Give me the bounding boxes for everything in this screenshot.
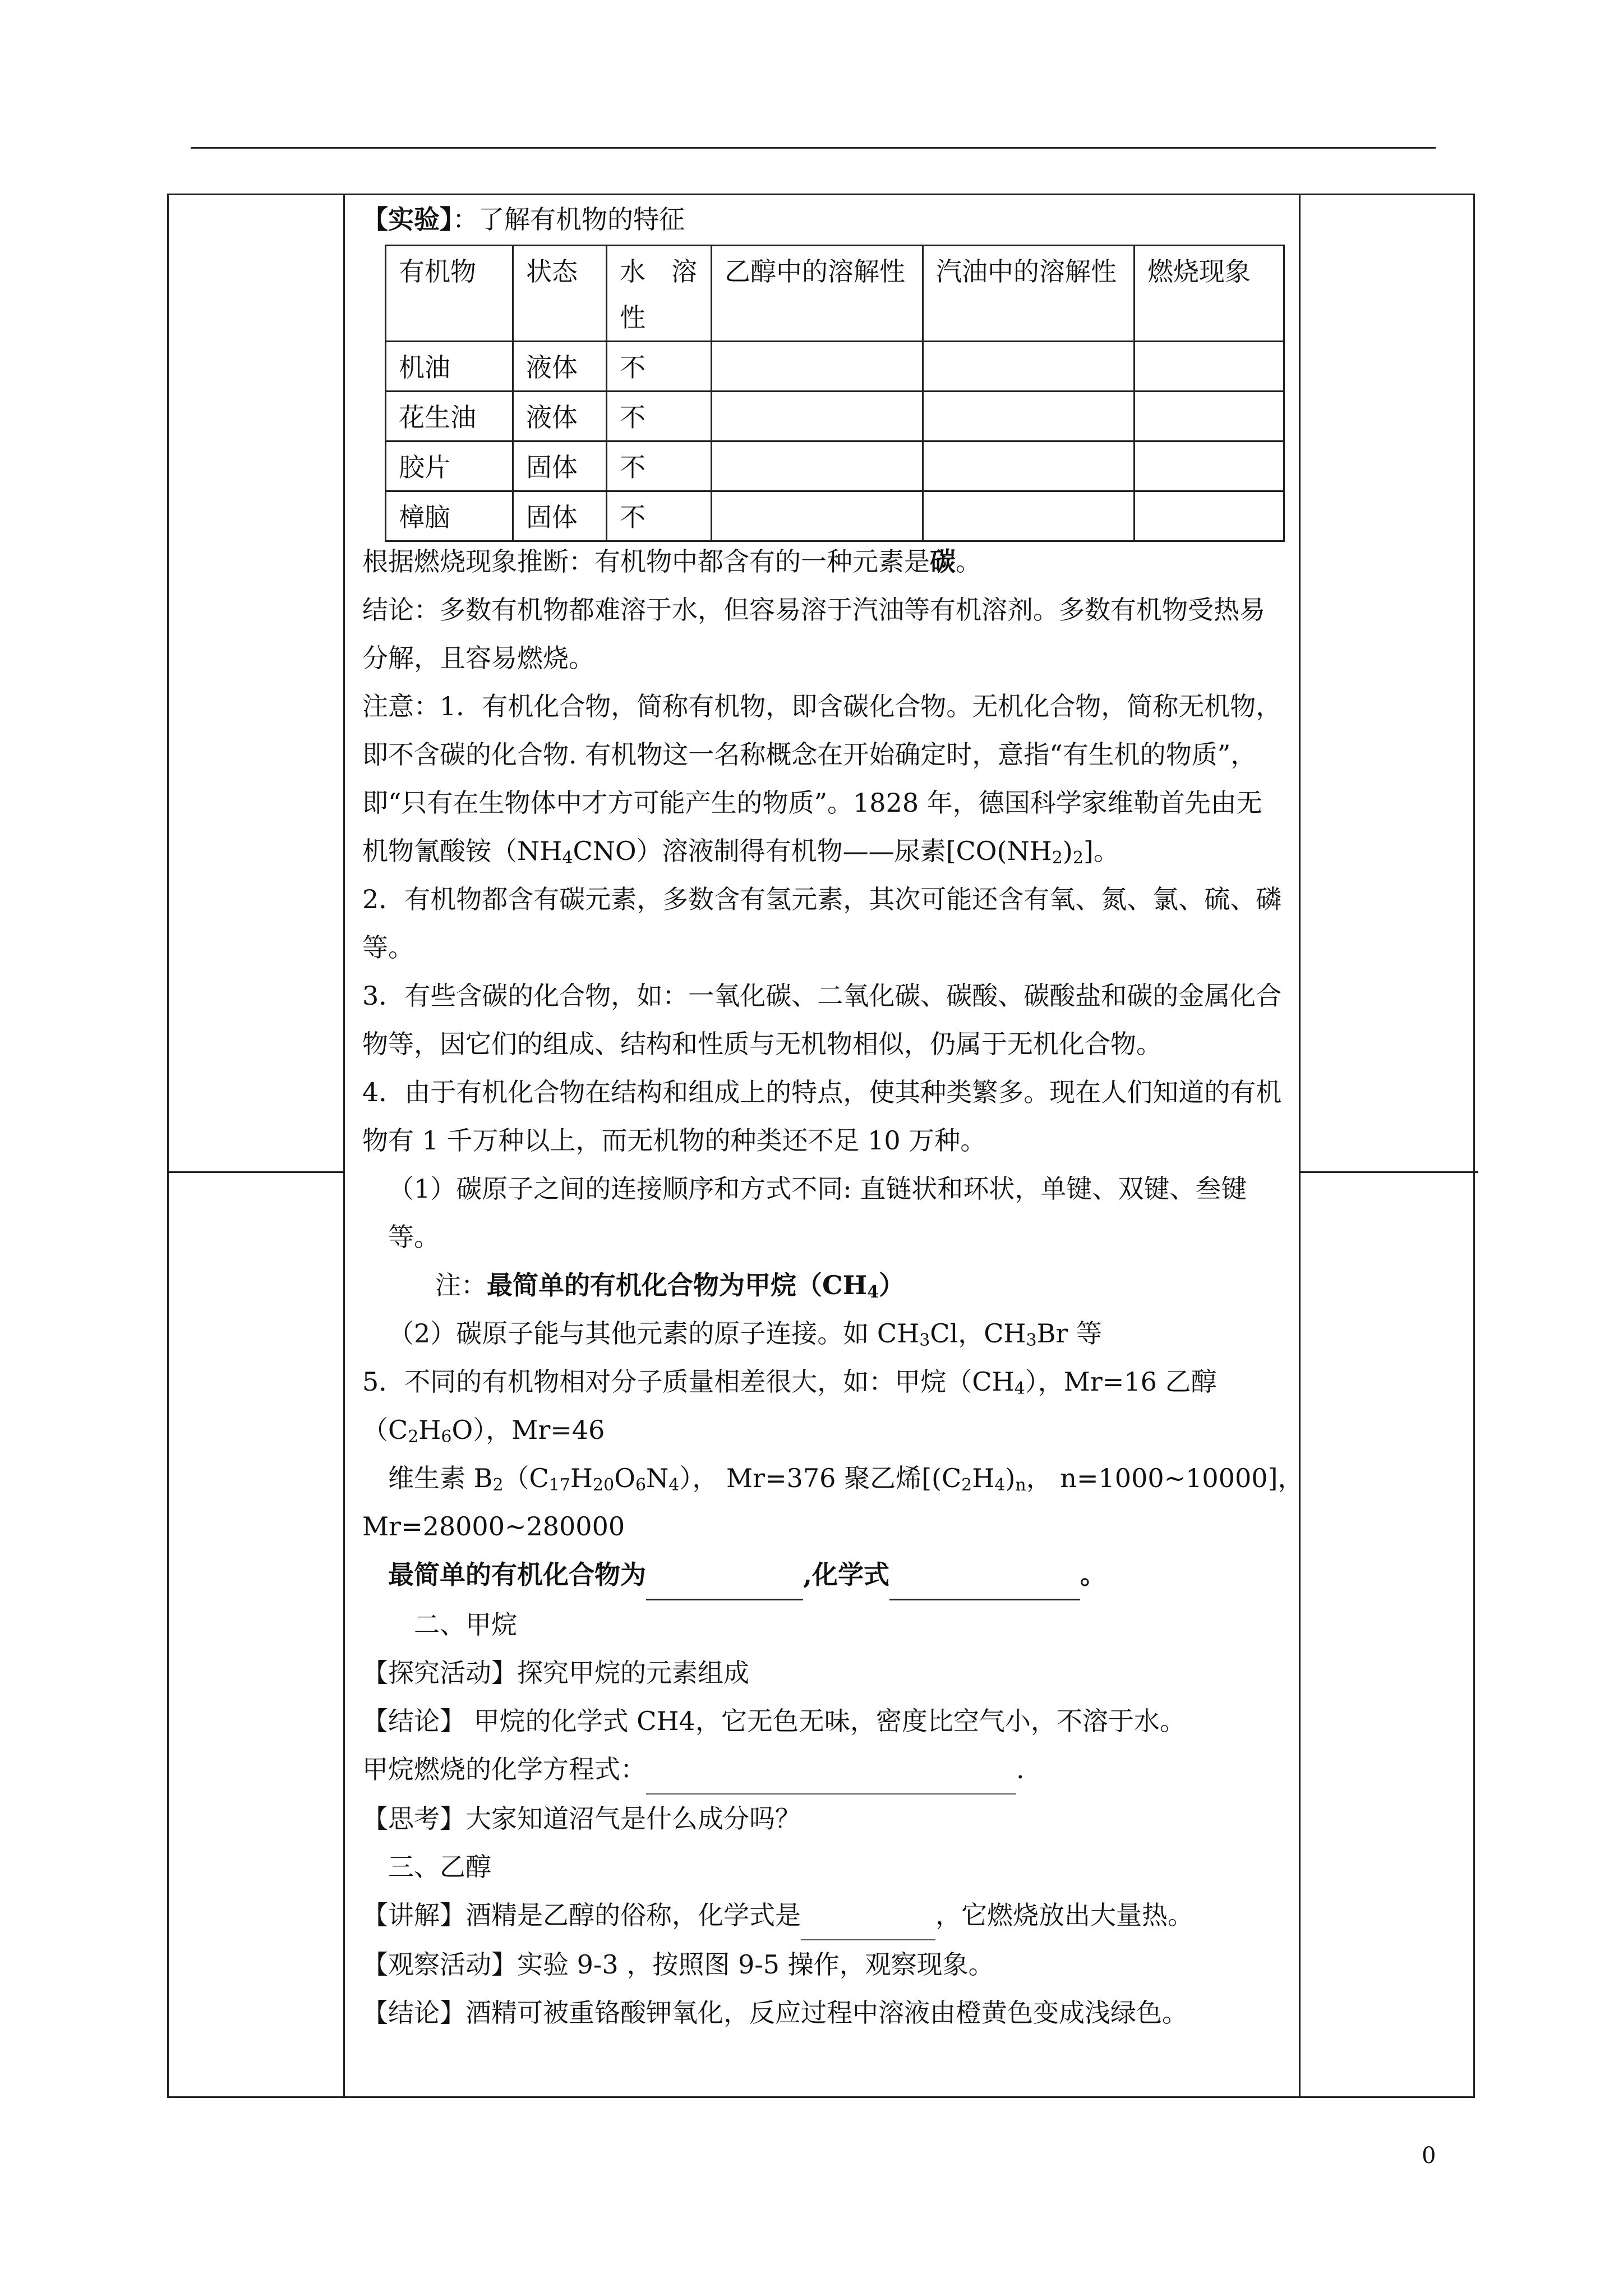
vitamin-line: 维生素 $B_2(C_{17}H_{20}O_6N_4)$， Mr=376 聚乙烯[$(C_2H_4)_n$， n=1000~10000]， (388, 1463, 1304, 1495)
right-cell-divider (1299, 1171, 1478, 1173)
column-divider-left (343, 195, 345, 2096)
experiment-heading: 【实验】：了解有机物的特征 (362, 204, 685, 234)
note-4-paragraph: 4．由于有机化合物在结构和组成上的特点，使其种类繁多。现在人们知道的有机物有 1 千万种以上，而无机物的种类还不足 10 万种。 (362, 1077, 1282, 1156)
header-cell: 乙醇中的溶解性 (712, 246, 923, 342)
combustion-equation-line: 甲烷燃烧的化学方程式： . (362, 1745, 1288, 1795)
header-cell: 状态 (513, 246, 607, 342)
header-rule (191, 147, 1436, 149)
table-row (386, 392, 1284, 441)
point-2-line: （2）碳原子能与其他元素的原子连接。如 $CH_3Cl$，$CH_3Br$ 等 (388, 1318, 1103, 1350)
table-row (386, 342, 1284, 392)
table-cell (923, 441, 1135, 491)
ethanol-mass-line: $(C_2H_6O)$，Mr=46 (362, 1415, 605, 1447)
table-cell (712, 392, 923, 441)
left-cell-divider (169, 1171, 343, 1173)
answer-blank-formula[interactable] (889, 1550, 1080, 1600)
table-cell (923, 342, 1135, 392)
point-1-paragraph: （1）碳原子之间的连接顺序和方式不同: 直链状和环状，单键、双键、叁键等。 (388, 1174, 1247, 1252)
table-cell: 液体 (513, 342, 607, 392)
table-cell (1135, 342, 1284, 392)
table-cell (1135, 441, 1284, 491)
note-2-paragraph: 2．有机物都含有碳元素，多数含有氢元素，其次可能还含有氧、氮、氯、硫、磷等。 (362, 884, 1282, 963)
lesson-table (167, 194, 1475, 2098)
experiment-table (385, 245, 1285, 542)
page-number: 0 (1422, 2143, 1436, 2169)
note-1-paragraph: 注意：1．有机化合物，简称有机物，即含碳化合物。无机化合物，简称无机物，即不含碳的化合物. 有机物这一名称概念在开始确定时，意指“有生机的物质”，即“只有在生物体中才方可能产生的物质”。1828 年，德国科学家维勒首先由无机物氰酸铵$(NH_4CNO)$溶液制得有机物——尿素$[CO(NH_2)_2]$。 (362, 691, 1282, 868)
answer-blank-equation[interactable] (646, 1745, 1016, 1795)
note-3-paragraph: 3．有些含碳的化合物，如：一氧化碳、二氧化碳、碳酸、碳酸盐和碳的金属化合物等，因它们的组成、结构和性质与无机物相似，仍属于无机化合物。 (362, 981, 1282, 1059)
table-header-row (386, 246, 1284, 342)
section-ethanol-heading: 三、乙醇 (388, 1852, 491, 1882)
conclusion-paragraph: 结论：多数有机物都难溶于水，但容易溶于汽油等有机溶剂。多数有机物受热易分解，且容易燃烧。 (362, 595, 1265, 673)
table-cell: 不 (607, 392, 712, 441)
table-cell (712, 342, 923, 392)
fill-in-question: 最简单的有机化合物为 ,化学式 。 (362, 1550, 1288, 1600)
table-cell (712, 441, 923, 491)
table-cell: 胶片 (386, 441, 513, 491)
answer-blank-ethanol-formula[interactable] (801, 1891, 935, 1940)
table-row (386, 491, 1284, 541)
note-5-line: 5．不同的有机物相对分子质量相差很大，如：甲烷$(CH_4)$，Mr=16 乙醇 (362, 1366, 1217, 1398)
explain-line: 【讲解】酒精是乙醇的俗称，化学式是 ，它燃烧放出大量热。 (362, 1891, 1288, 1940)
answer-blank-name[interactable] (646, 1550, 803, 1600)
header-cell: 有机物 (386, 246, 513, 342)
methane-note: 注：最简单的有机化合物为甲烷$(CH_4)$ (435, 1270, 905, 1302)
observe-activity: 【观察活动】实验 9-3 ，按照图 9-5 操作，观察现象。 (362, 1949, 994, 1980)
polyethylene-mass-line: Mr=28000~280000 (362, 1511, 625, 1542)
column-divider-right (1299, 195, 1301, 2096)
section-methane-heading: 二、甲烷 (414, 1609, 517, 1640)
table-cell: 固体 (513, 491, 607, 541)
header-cell: 水 溶性 (607, 246, 712, 342)
table-cell: 不 (607, 491, 712, 541)
notes-block (362, 537, 1304, 2037)
table-cell (1135, 392, 1284, 441)
table-cell: 不 (607, 441, 712, 491)
think-question: 【思考】大家知道沼气是什么成分吗？ (362, 1803, 801, 1834)
header-cell: 汽油中的溶解性 (923, 246, 1135, 342)
header-cell: 燃烧现象 (1135, 246, 1284, 342)
table-cell (923, 491, 1135, 541)
table-row (386, 441, 1284, 491)
inference-line: 根据燃烧现象推断：有机物中都含有的一种元素是碳。 (362, 546, 981, 577)
table-cell: 不 (607, 342, 712, 392)
table-cell: 液体 (513, 392, 607, 441)
table-cell: 樟脑 (386, 491, 513, 541)
table-cell (712, 491, 923, 541)
ethanol-conclusion: 【结论】酒精可被重铬酸钾氧化，反应过程中溶液由橙黄色变成浅绿色。 (362, 1998, 1188, 2028)
table-cell (923, 392, 1135, 441)
explore-activity: 【探究活动】探究甲烷的元素组成 (362, 1658, 749, 1688)
table-cell (1135, 491, 1284, 541)
table-cell: 固体 (513, 441, 607, 491)
methane-conclusion: 【结论】 甲烷的化学式 CH4，它无色无味，密度比空气小，不溶于水。 (362, 1706, 1186, 1736)
table-cell: 花生油 (386, 392, 513, 441)
table-cell: 机油 (386, 342, 513, 392)
